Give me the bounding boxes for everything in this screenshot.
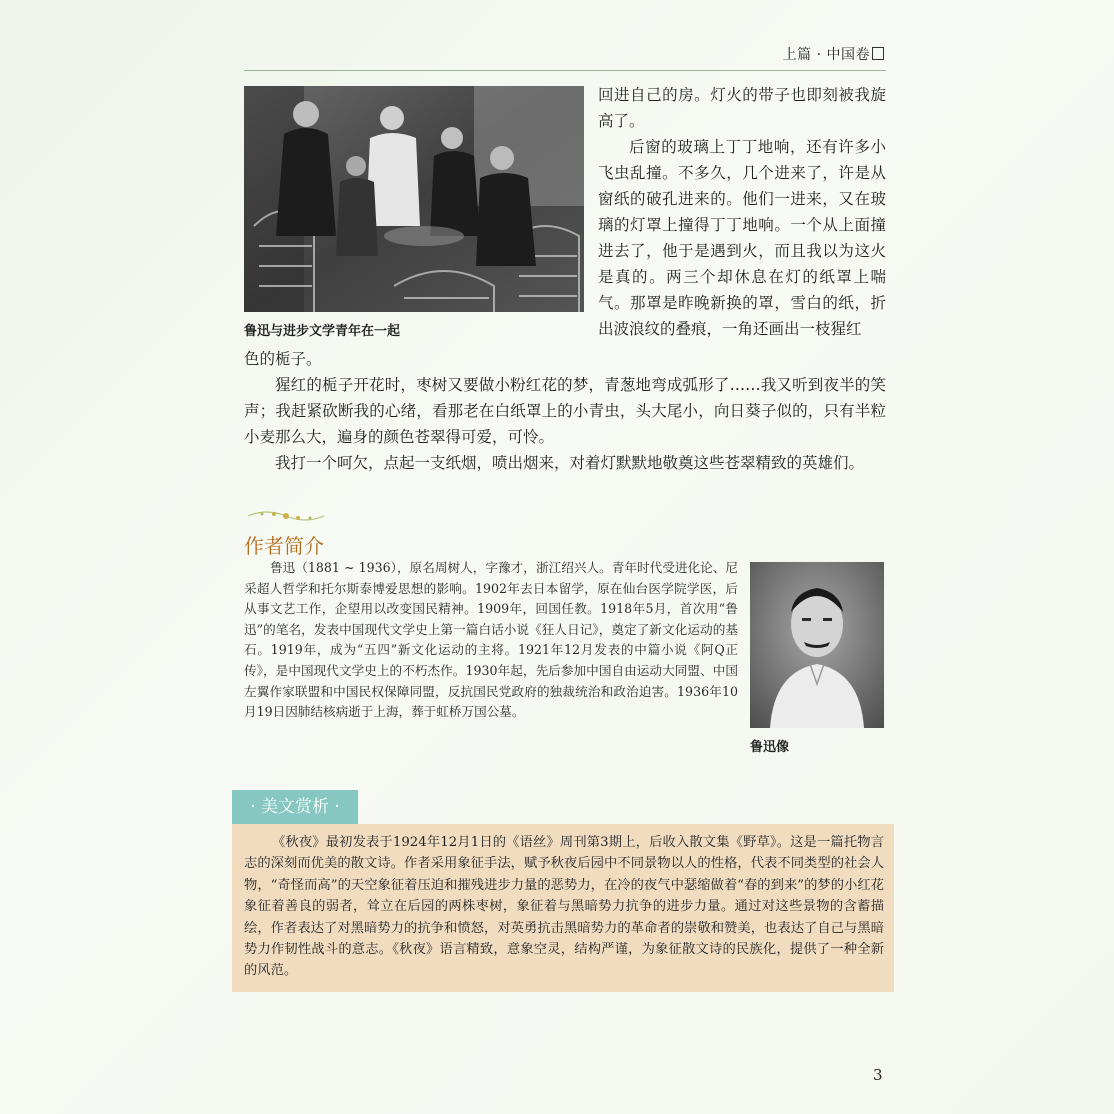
- running-head-text: 上篇 · 中国卷: [782, 47, 870, 63]
- right-column-text: [598, 82, 886, 342]
- portrait-photo: [750, 562, 884, 728]
- appreciation-banner: · 美文赏析 ·: [232, 790, 358, 824]
- header-divider: [244, 70, 886, 71]
- group-photo-image: [244, 86, 584, 312]
- author-bio-text: 鲁迅（1881 ~ 1936），原名周树人，字豫才，浙江绍兴人。青年时代受进化论、尼采超人哲学和托尔斯泰博爱思想的影响。1902年去日本留学，原在仙台医学院学医，后从事文艺工作，企望用以改变国民精神。1909年，回国任教。1918年5月，首次用“鲁迅”的笔名，发表中国现代文学史上第一篇白话小说《狂人日记》，奠定了新文化运动的基石。1919年，成为“五四”新文化运动的主将。1921年12月发表的中篇小说《阿Q正传》，是中国现代文学史上的不朽杰作。1930年起，先后参加中国自由运动大同盟、中国左翼作家联盟和中国民权保障同盟，反抗国民党政府的独裁统治和政治迫害。1936年10月19日因肺结核病逝于上海，葬于虹桥万国公墓。: [244, 560, 738, 720]
- appreciation-text: [244, 832, 884, 982]
- paragraph: 后窗的玻璃上丁丁地响，还有许多小飞虫乱撞。不多久，几个进来了，许是从窗纸的破孔进来的。他们一进来，又在玻璃的灯罩上撞得丁丁地响。一个从上面撞进去了，他于是遇到火，而且我以为这火是真的。两三个却休息在灯的纸罩上喘气。那罩是昨晚新换的罩，雪白的纸，折出波浪纹的叠痕，一角还画出一枝猩红: [598, 138, 886, 338]
- paragraph-continuation: 色的栀子。: [244, 350, 322, 368]
- paragraph: 回进自己的房。灯火的带子也即刻被我旋高了。: [598, 86, 886, 130]
- floral-ornament-icon: [246, 508, 326, 524]
- paragraph: 猩红的栀子开花时，枣树又要做小粉红花的梦，青葱地弯成弧形了……我又听到夜半的笑声；我赶紧砍断我的心绪，看那老在白纸罩上的小青虫，头大尾小，向日葵子似的，只有半粒小麦那么大，遍身的颜色苍翠得可爱，可怜。: [244, 376, 886, 446]
- paragraph: 我打一个呵欠，点起一支纸烟，喷出烟来，对着灯默默地敬奠这些苍翠精致的英雄们。: [275, 454, 865, 472]
- author-bio: [244, 558, 738, 723]
- page-number: 3: [873, 1066, 883, 1084]
- full-width-text: [244, 346, 886, 476]
- group-photo: [244, 86, 584, 312]
- running-head: [783, 44, 884, 64]
- box-icon: [872, 47, 884, 60]
- appreciation-paragraph: 《秋夜》最初发表于1924年12月1日的《语丝》周刊第3期上，后收入散文集《野草》。这是一篇托物言志的深刻而优美的散文诗。作者采用象征手法，赋予秋夜后园中不同景物以人的性格，代表不同类型的社会人物，“奇怪而高”的天空象征着压迫和摧残进步力量的恶势力，在冷的夜气中瑟缩做着“春的到来”的梦的小红花象征着善良的弱者，耸立在后园的两株枣树，象征着与黑暗势力抗争的进步力量。通过对这些景物的含蓄描绘，作者表达了对黑暗势力的抗争和愤怒，对英勇抗击黑暗势力的革命者的崇敬和赞美，也表达了自己与黑暗势力作韧性战斗的意志。《秋夜》语言精致，意象空灵，结构严谨，为象征散文诗的民族化，提供了一种全新的风范。: [244, 835, 884, 979]
- portrait-caption: 鲁迅像: [750, 740, 790, 755]
- portrait-image: [750, 562, 884, 728]
- group-photo-caption: 鲁迅与进步文学青年在一起: [244, 324, 401, 339]
- author-heading: 作者简介: [244, 534, 324, 558]
